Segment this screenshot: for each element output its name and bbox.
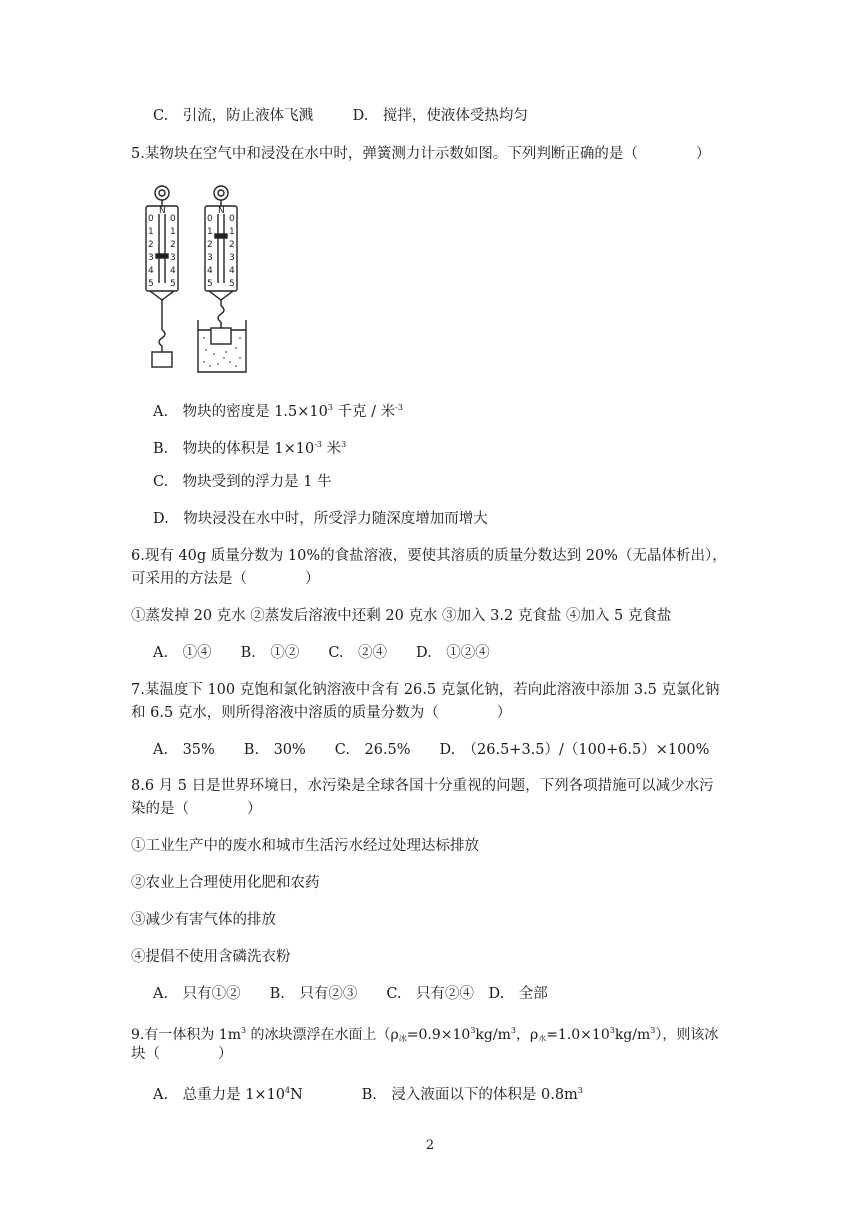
q9-stem-line2: 块（ ） <box>131 1046 233 1062</box>
scale-tick-label: 5 <box>229 279 235 289</box>
scale-tick-label: 2 <box>148 240 154 250</box>
q8-options: A. 只有①② B. 只有②③ C. 只有②④ D. 全部 <box>153 986 548 1002</box>
q7-stem-line1: 7.某温度下 100 克饱和氯化钠溶液中含有 26.5 克氯化钠，若向此溶液中添加 3.5 克氯化钠 <box>131 682 720 698</box>
q4-option-d: D. 搅拌，使液体受热均匀 <box>352 108 528 124</box>
q9-option-b: B. 浸入液面以下的体积是 $0.8m^3$ <box>361 1086 583 1103</box>
q6-stem-line1: 6.现有 40g 质量分数为 10%的食盐溶液，要使其溶质的质量分数达到 20%（无晶体析出）， <box>131 548 727 564</box>
q9-stem-line1: 9.有一体积为 $1m^3$ 的冰块漂浮在水面上（$\rho_冰=0.9\times 10^3kg/m^3$，$\rho_水=1.0\times 10^3kg/m^3$），则该冰 <box>131 1026 719 1043</box>
scale-tick-label: 2 <box>229 240 235 250</box>
scale-tick-label: 3 <box>170 253 176 263</box>
q7-stem-line2: 和 6.5 克水，则所得溶液中溶质的质量分数为（ ） <box>131 705 512 721</box>
q8-item-1: ①工业生产中的废水和城市生活污水经过处理达标排放 <box>131 838 479 854</box>
q9-options <box>153 1081 583 1105</box>
q5-option-a: A. 物块的密度是 $1.5\times 10^3$ 千克 / 米$^{-3}$ <box>153 403 403 420</box>
scale-tick-label: 4 <box>207 266 213 276</box>
scale-tick-label: 1 <box>229 227 235 237</box>
q6-options: A. ①④ B. ①② C. ②④ D. ①②④ <box>153 645 490 661</box>
q4-options <box>153 106 528 126</box>
scale-tick-label: 3 <box>207 253 213 263</box>
scale-tick-label: 4 <box>170 266 176 276</box>
q8-stem-line2: 染的是（ ） <box>131 801 262 817</box>
q8-item-4: ④提倡不使用含磷洗衣粉 <box>131 949 291 965</box>
scale-tick-label: 5 <box>170 279 176 289</box>
scale-tick-label: 1 <box>207 227 213 237</box>
scale-tick-label: 1 <box>170 227 176 237</box>
scale-tick-label: 5 <box>207 279 213 289</box>
scale-tick-label: 0 <box>148 214 154 224</box>
scale-tick-label: 2 <box>170 240 176 250</box>
q5-option-b: B. 物块的体积是 $1\times 10^{-3}$ 米$^3$ <box>153 440 347 457</box>
q7-options: A. 35% B. 30% C. 26.5% D. （26.5+3.5）/（100+6.5）×100% <box>153 742 710 758</box>
scale-tick-label: 1 <box>148 227 154 237</box>
scale-tick-label: 0 <box>207 214 213 224</box>
scale-tick-label: 3 <box>148 253 154 263</box>
page-number: 2 <box>425 1138 435 1153</box>
q9-option-a: A. 总重力是 $1\times 10^4N$ <box>153 1086 303 1103</box>
q8-item-2: ②农业上合理使用化肥和农药 <box>131 875 320 891</box>
scale-tick-label: 5 <box>148 279 154 289</box>
scale-tick-label: 4 <box>229 266 235 276</box>
q5-option-d: D. 物块浸没在水中时，所受浮力随深度增加而增大 <box>153 511 488 527</box>
q8-stem-line1: 8.6 月 5 日是世界环境日，水污染是全球各国十分重视的问题，下列各项措施可以减少水污 <box>131 778 714 794</box>
scale-tick-label: 3 <box>229 253 235 263</box>
scale-tick-label: 2 <box>207 240 213 250</box>
scale-tick-label: 4 <box>148 266 154 276</box>
scale-unit-label: N <box>218 206 225 216</box>
spring-scale-figure <box>140 180 260 375</box>
scale-tick-label: 0 <box>170 214 176 224</box>
q6-methods: ①蒸发掉 20 克水 ②蒸发后溶液中还剩 20 克水 ③加入 3.2 克食盐 ④加入 5 克食盐 <box>131 608 672 624</box>
q8-item-3: ③减少有害气体的排放 <box>131 912 276 928</box>
q5-option-c: C. 物块受到的浮力是 1 牛 <box>153 474 332 490</box>
scale-unit-label: N <box>159 206 166 216</box>
scale-tick-label: 0 <box>229 214 235 224</box>
q5-stem: 5.某物块在空气中和浸没在水中时，弹簧测力计示数如图。下列判断正确的是（ ） <box>131 146 711 162</box>
q6-stem-line2: 可采用的方法是（ ） <box>131 571 320 587</box>
q4-option-c: C. 引流，防止液体飞溅 <box>153 108 314 124</box>
